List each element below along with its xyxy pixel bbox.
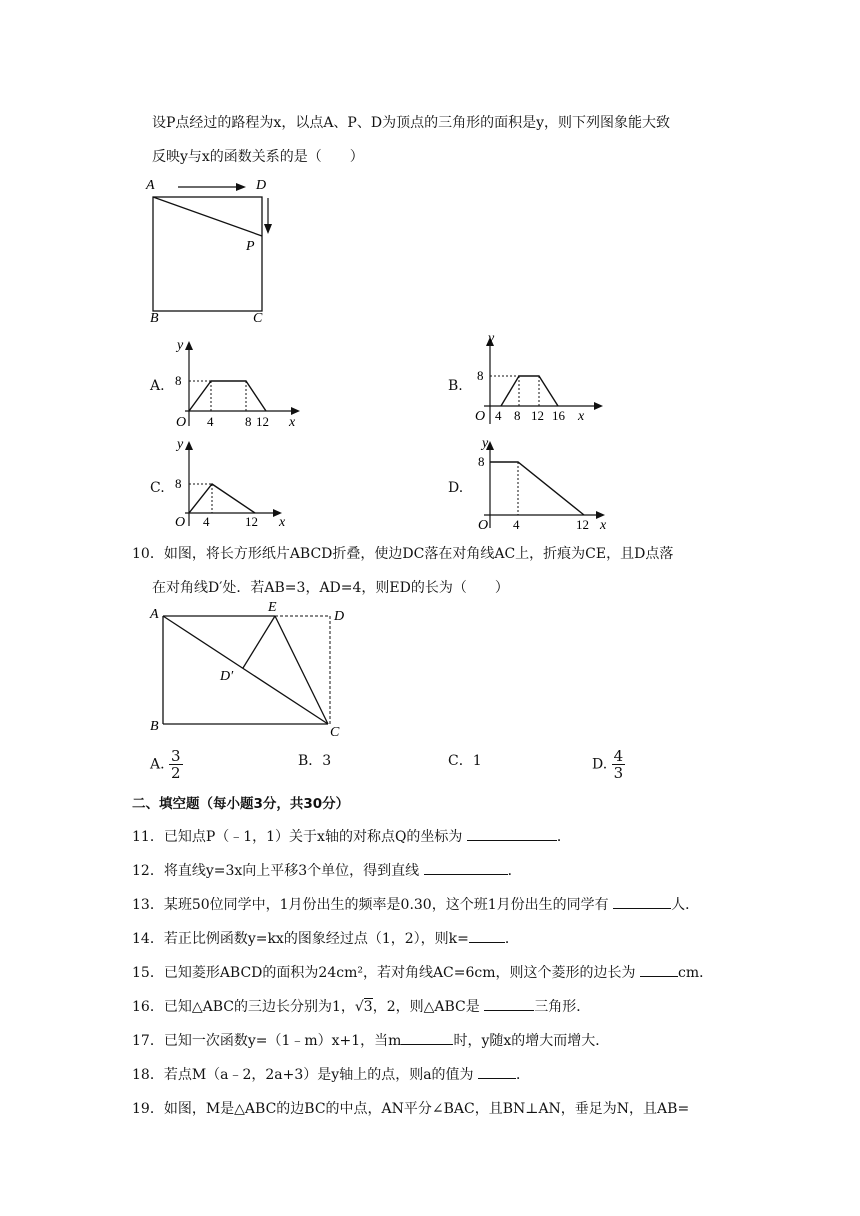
q9-option-c-label: C. — [150, 480, 165, 496]
question-text-end: ． — [516, 1067, 531, 1083]
x-axis-label: x — [600, 518, 607, 532]
x-axis-label: x — [578, 409, 585, 424]
sqrt-radicand: 3 — [363, 999, 373, 1015]
y-axis-label: y — [482, 436, 489, 451]
x-tick: 12 — [245, 514, 258, 529]
fraction-denominator: 2 — [171, 764, 181, 782]
answer-blank — [640, 976, 678, 977]
q10-line1: 10．如图，将长方形纸片ABCD折叠，使边DC落在对角线AC上，折痕为CE，且D点落 — [132, 546, 674, 562]
fill-q12 — [132, 860, 522, 880]
q9-option-a-label: A. — [150, 378, 165, 394]
option-value: 1 — [472, 753, 482, 769]
question-text: 15．已知菱形ABCD的面积为24cm²，若对角线AC=6cm，则这个菱形的边长为 — [132, 965, 636, 981]
x-tick: 8 — [245, 414, 252, 429]
q9-option-c-graph — [165, 436, 295, 531]
option-value: 3 — [322, 753, 332, 769]
question-text-end: ． — [504, 931, 519, 947]
question-text: 12．将直线y=3x向上平移3个单位，得到直线 — [132, 863, 420, 879]
fill-q15 — [132, 962, 713, 982]
fraction — [169, 748, 183, 781]
origin-label: O — [475, 409, 486, 424]
label-A: A — [150, 607, 159, 622]
question-text-end: 人． — [671, 897, 700, 913]
y-tick: 8 — [478, 454, 485, 469]
label-C: C — [253, 311, 263, 326]
q9-option-d-graph — [466, 434, 616, 532]
label-D: D — [256, 178, 267, 193]
option-label: C． — [448, 753, 473, 769]
answer-blank — [484, 1010, 534, 1011]
q10-option-c — [448, 750, 482, 770]
fill-q16 — [132, 996, 590, 1016]
x-tick: 16 — [552, 408, 565, 423]
answer-blank — [469, 942, 505, 943]
x-tick: 4 — [513, 517, 520, 532]
y-axis-label: y — [177, 338, 184, 353]
fill-q11 — [132, 826, 571, 846]
option-label: D. — [592, 756, 608, 773]
y-tick: 8 — [175, 373, 182, 388]
label-E: E — [268, 600, 277, 615]
fill-q17 — [132, 1030, 609, 1050]
label-B: B — [150, 719, 159, 734]
origin-label: O — [175, 515, 186, 530]
x-tick: 4 — [203, 514, 210, 529]
answer-blank — [401, 1044, 453, 1045]
fraction-denominator: 3 — [613, 764, 624, 782]
fill-q14 — [132, 928, 519, 948]
fill-q13 — [132, 894, 699, 914]
x-tick: 8 — [514, 408, 521, 423]
label-P: P — [246, 239, 255, 254]
q10-option-a — [150, 748, 183, 781]
y-tick: 8 — [477, 368, 484, 383]
x-tick: 4 — [207, 414, 214, 429]
option-label: B． — [298, 753, 323, 769]
q9-option-b-label: B. — [448, 378, 463, 394]
x-tick: 12 — [531, 408, 544, 423]
fill-q19 — [132, 1098, 689, 1118]
x-tick: 12 — [256, 414, 269, 429]
y-tick: 8 — [175, 476, 182, 491]
label-C: C — [330, 725, 340, 738]
q9-option-d-label: D. — [448, 480, 464, 496]
origin-label: O — [176, 415, 187, 430]
fill-q18 — [132, 1064, 530, 1084]
answer-blank — [467, 840, 557, 841]
answer-blank — [424, 874, 508, 875]
section-heading: 二、填空题（每小题3分，共30分） — [132, 796, 350, 812]
fraction — [612, 748, 626, 781]
question-text: 11．已知点P（﹣1，1）关于x轴的对称点Q的坐标为 — [132, 829, 463, 845]
x-tick: 12 — [576, 517, 589, 532]
q9-line2: 反映y与x的函数关系的是（ ） — [152, 149, 364, 165]
q9-line1: 设P点经过的路程为x，以点A、P、D为顶点的三角形的面积是y，则下列图象能大致 — [152, 115, 670, 131]
sqrt-symbol: √ — [354, 999, 364, 1015]
label-B: B — [150, 311, 159, 326]
q9-square-figure — [140, 172, 290, 327]
question-text-end: ． — [507, 863, 522, 879]
q10-rectangle-figure — [140, 596, 360, 738]
question-text: 13．某班50位同学中，1月份出生的频率是0.30，这个班1月份出生的同学有 — [132, 897, 609, 913]
fraction-numerator: 3 — [171, 747, 181, 765]
answer-blank — [478, 1078, 516, 1079]
option-label: A. — [150, 756, 165, 773]
question-text-end: 时，y随x的增大而增大． — [453, 1033, 610, 1049]
question-text-mid: ，2，则△ABC是 — [372, 999, 480, 1015]
y-axis-label: y — [177, 437, 184, 452]
question-text: 14．若正比例函数y=kx的图象经过点（1，2），则k= — [132, 931, 469, 947]
q9-option-b-graph — [466, 330, 616, 430]
x-tick: 4 — [495, 408, 502, 423]
y-axis-label: y — [488, 331, 495, 346]
label-D-prime: D′ — [220, 669, 234, 684]
question-text-end: cm． — [677, 965, 714, 981]
question-text: 17．已知一次函数y=（1﹣m）x+1，当m — [132, 1033, 402, 1049]
label-D: D — [334, 609, 345, 624]
question-text: 16．已知△ABC的三边长分别为1， — [132, 999, 355, 1015]
q9-option-a-graph — [165, 338, 315, 433]
q10-option-d — [592, 748, 625, 781]
q10-line2: 在对角线D′处．若AB=3，AD=4，则ED的长为（ ） — [152, 580, 509, 596]
x-axis-label: x — [279, 515, 286, 530]
question-text-end: 三角形． — [534, 999, 591, 1015]
q10-option-b — [298, 750, 331, 770]
answer-blank — [613, 908, 671, 909]
label-A: A — [146, 178, 155, 193]
question-text: 19．如图，M是△ABC的边BC的中点，AN平分∠BAC，且BN⊥AN，垂足为N，且AB= — [132, 1101, 690, 1117]
fraction-numerator: 4 — [613, 747, 624, 765]
question-text-end: ． — [556, 829, 571, 845]
question-text: 18．若点M（a﹣2，2a+3）是y轴上的点，则a的值为 — [132, 1067, 474, 1083]
origin-label: O — [478, 518, 489, 532]
x-axis-label: x — [289, 415, 296, 430]
